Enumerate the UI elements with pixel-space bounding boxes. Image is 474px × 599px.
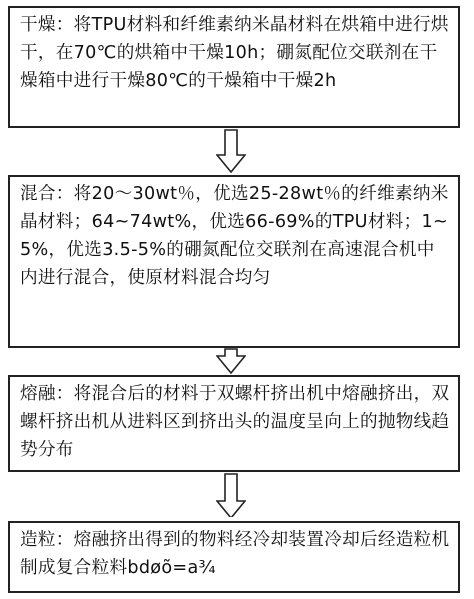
step-box-drying: [8, 6, 460, 128]
step-text-pelletizing: 造粒：熔融挤出得到的物料经冷却装置冷却后经造粒机制成复合粒料bdøõ=a¾: [20, 530, 450, 578]
down-arrow-icon: [216, 129, 246, 173]
down-arrow-icon: [216, 473, 246, 517]
step-text-drying: 干燥：将TPU材料和纤维素纳米晶材料在烘箱中进行烘干，在70℃的烘箱中干燥10h；硼氮配位交联剂在干燥箱中进行干燥80℃的干燥箱中干燥2h: [20, 15, 449, 91]
step-box-melting: [8, 375, 460, 472]
step-text-mixing: 混合：将20～30wt％，优选25-28wt％的纤维素纳米晶材料；64~74wt%，优选66-69%的TPU材料；1~5%，优选3.5-5%的硼氮配位交联剂在高速混合机中内进行混合，使原材料混合均匀: [20, 184, 449, 288]
step-box-mixing: [8, 175, 460, 348]
step-text-melting: 熔融：将混合后的材料于双螺杆挤出机中熔融挤出，双螺杆挤出机从进料区到挤出头的温度呈向上的抛物线趋势分布: [20, 384, 450, 460]
step-box-pelletizing: [8, 521, 460, 593]
